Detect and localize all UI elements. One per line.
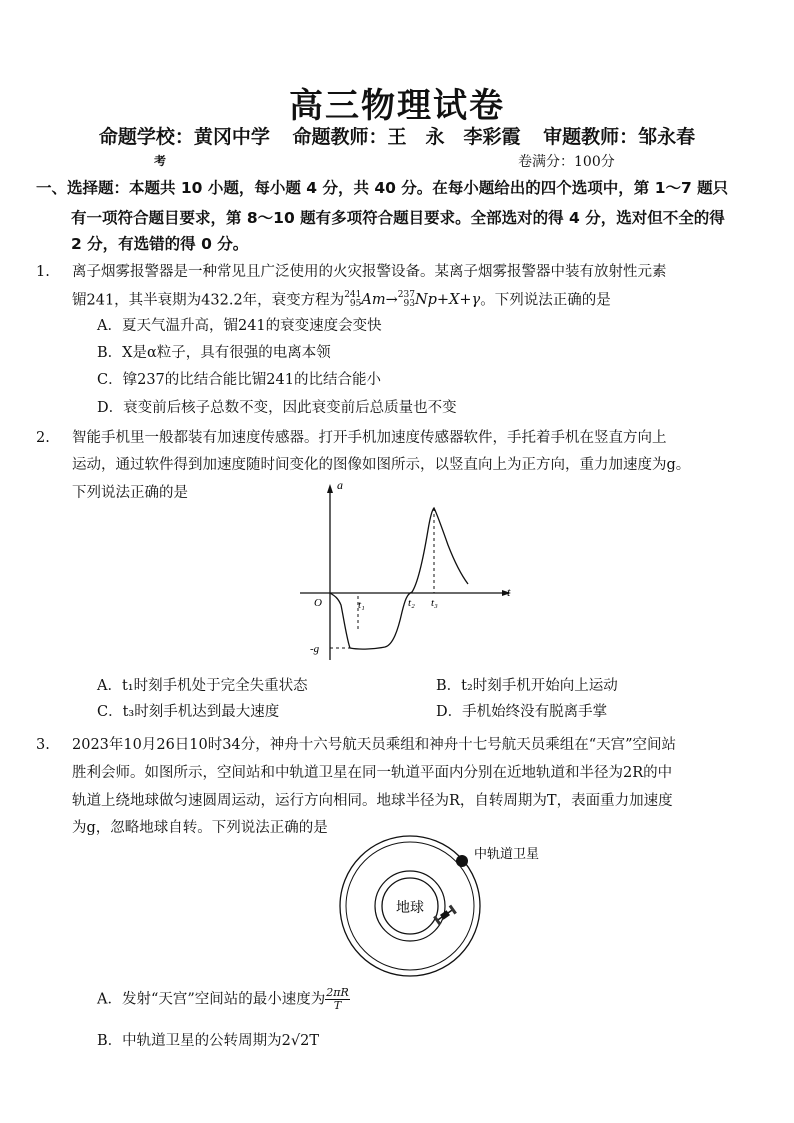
t1-label: t₁ bbox=[358, 599, 365, 611]
q2-option-b: B．t₂时刻手机开始向上运动 bbox=[436, 678, 618, 694]
q2-option-c: C．t₃时刻手机达到最大速度 bbox=[97, 704, 280, 720]
section-heading-line-3: 2 分，有选错的得 0 分。 bbox=[71, 235, 249, 253]
school-label: 命题学校：黄冈中学 bbox=[98, 126, 270, 148]
np-atomic-number: 93 bbox=[403, 299, 415, 309]
q3-option-a bbox=[97, 987, 350, 1012]
satellite-dot-icon bbox=[456, 855, 468, 867]
q3-stem-line-3: 轨道上绕地球做匀速圆周运动，运行方向相同。地球半径为R，自转周期为T，表面重力加速度 bbox=[72, 793, 673, 809]
q1-option-a: A．夏天气温升高，镅241的衰变速度会变快 bbox=[97, 318, 382, 334]
page-title: 高三物理试卷 bbox=[289, 86, 505, 126]
y-axis-arrow bbox=[327, 484, 333, 493]
q1-number: 1. bbox=[36, 264, 50, 280]
q3-stem-line-1: 2023年10月26日10时34分，神舟十六号航天员乘组和神舟十七号航天员乘组在“天宫”空间站 bbox=[72, 737, 677, 753]
q3-stem-line-2: 胜利会师。如图所示，空间站和中轨道卫星在同一轨道平面内分别在近地轨道和半径为2R的中 bbox=[72, 765, 673, 781]
fraction-numerator: 2πR bbox=[326, 986, 349, 999]
q2-number: 2. bbox=[36, 430, 50, 446]
q2-option-a: A．t₁时刻手机处于完全失重状态 bbox=[97, 678, 308, 694]
am-atomic-number: 95 bbox=[349, 299, 362, 309]
origin-label: O bbox=[314, 597, 322, 609]
q2-stem-line-2: 运动，通过软件得到加速度随时间变化的图像如图所示，以竖直向上为正方向，重力加速度为g。 bbox=[72, 457, 691, 473]
am-mass-number: 241 bbox=[344, 290, 362, 300]
header-fragment-left: 考 bbox=[154, 154, 167, 168]
q1-stem-text-a: 镅241，其半衰期为432.2年，衰变方程为 bbox=[72, 292, 345, 309]
satellite-label: 中轨道卫星 bbox=[474, 847, 540, 862]
am-symbol: Am bbox=[361, 292, 386, 308]
q3-stem-line-4: 为g，忽略地球自转。下列说法正确的是 bbox=[72, 820, 328, 836]
q3-option-a-text: A．发射“天宫”空间站的最小速度为 bbox=[97, 991, 326, 1008]
reviewer-label: 审题教师：邹永春 bbox=[543, 126, 696, 148]
q1-option-d: D．衰变前后核子总数不变，因此衰变前后总质量也不变 bbox=[97, 400, 457, 416]
teachers-label: 命题教师：王 永 李彩霞 bbox=[292, 126, 521, 148]
acceleration-curve bbox=[330, 508, 468, 649]
q1-option-c: C．镎237的比结合能比镅241的比结合能小 bbox=[97, 372, 381, 388]
section-heading-line-2: 有一项符合题目要求，第 8～10 题有多项符合题目要求。全部选对的得 4 分，选对但不全的得 bbox=[71, 209, 725, 227]
earth-label: 地球 bbox=[396, 900, 424, 916]
q1-stem-text-b: 。下列说法正确的是 bbox=[480, 292, 611, 309]
section-heading-line-1: 一、选择题：本题共 10 小题，每小题 4 分，共 40 分。在每小题给出的四个选项中，第 1～7 题只 bbox=[36, 179, 729, 197]
np-products: Np+X+γ bbox=[414, 292, 481, 308]
q3-option-b: B．中轨道卫星的公转周期为2√2T bbox=[97, 1033, 320, 1049]
q1-stem-line-1: 离子烟雾报警器是一种常见且广泛使用的火灾报警设备。某离子烟雾报警器中装有放射性元素 bbox=[72, 264, 667, 280]
y-axis-label: a bbox=[337, 478, 343, 492]
total-score-label: 卷满分：100分 bbox=[518, 154, 615, 170]
x-axis-label: t bbox=[507, 585, 511, 599]
q1-option-b: B．X是α粒子，具有很强的电离本领 bbox=[97, 345, 331, 361]
np-mass-number: 237 bbox=[397, 290, 415, 300]
q2-stem-line-3: 下列说法正确的是 bbox=[72, 485, 188, 501]
arrow-symbol: → bbox=[385, 292, 398, 308]
fraction bbox=[325, 987, 350, 1012]
orbit-figure bbox=[340, 836, 539, 976]
q2-option-d: D．手机始终没有脱离手掌 bbox=[436, 704, 608, 720]
fraction-denominator: T bbox=[333, 999, 342, 1012]
neg-g-label: -g bbox=[310, 643, 320, 655]
q3-number: 3. bbox=[36, 737, 50, 753]
t3-label: t₃ bbox=[431, 597, 438, 609]
q2-stem-line-1: 智能手机里一般都装有加速度传感器。打开手机加速度传感器软件，手托着手机在竖直方向上 bbox=[72, 430, 667, 446]
t2-label: t₂ bbox=[408, 597, 415, 609]
